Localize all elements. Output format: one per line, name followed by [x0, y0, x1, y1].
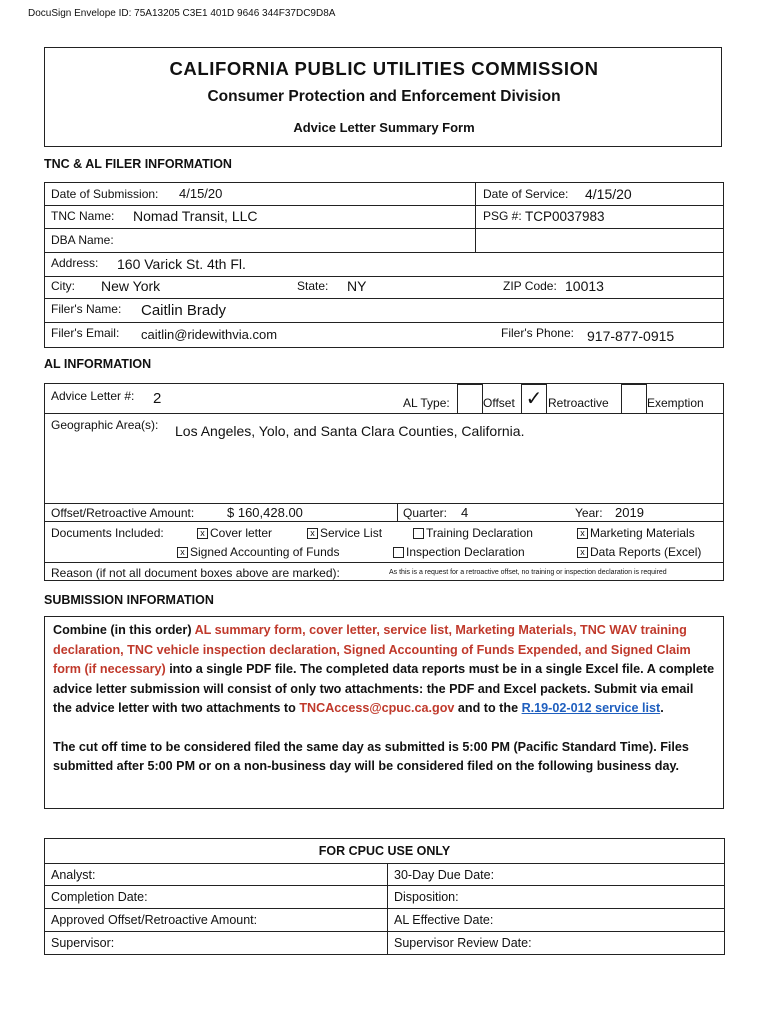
form-title: Advice Letter Summary Form	[293, 120, 475, 135]
year-value: 2019	[615, 505, 644, 520]
city-label: City:	[51, 279, 75, 293]
accounting-checkbox[interactable]: x	[177, 547, 188, 558]
service-list-link[interactable]: R.19-02-012 service list	[521, 701, 661, 715]
division-title: Consumer Protection and Enforcement Division	[207, 88, 561, 105]
filer-name-value: Caitlin Brady	[141, 302, 227, 319]
psg-label: PSG #:	[483, 209, 522, 223]
submission-box	[44, 616, 724, 809]
date-service-value: 4/15/20	[585, 186, 632, 202]
reason-label: Reason (if not all document boxes above are marked):	[51, 566, 340, 580]
quarter-value: 4	[461, 505, 469, 520]
inspection-checkbox[interactable]	[393, 547, 404, 558]
type-exemption-label: Exemption	[647, 396, 704, 410]
date-submission-label: Date of Submission:	[51, 187, 159, 201]
geo-value: Los Angeles, Yolo, and Santa Clara Counties, California.	[175, 423, 525, 439]
cover-checkbox[interactable]: x	[197, 528, 208, 539]
al-info-box	[44, 383, 724, 581]
docs-label: Documents Included:	[51, 526, 164, 540]
filer-phone-label: Filer's Phone:	[501, 326, 574, 340]
doc-accounting-item: x Signed Accounting of Funds	[177, 545, 339, 559]
retroactive-check-icon[interactable]: ✓	[521, 384, 547, 413]
type-offset-label: Offset	[483, 396, 515, 410]
review-date-label: Supervisor Review Date:	[388, 932, 725, 955]
al-type-label: AL Type:	[403, 396, 450, 410]
doc-cover-item: x Cover letter	[197, 526, 272, 540]
due-date-label: 30-Day Due Date:	[388, 864, 725, 886]
al-section-title: AL INFORMATION	[44, 357, 152, 371]
cpuc-email-link[interactable]: TNCAccess@cpuc.ca.gov	[299, 701, 455, 715]
doc-service-item: x Service List	[307, 526, 382, 540]
tnc-name-label: TNC Name:	[51, 209, 115, 223]
tnc-section-title: TNC & AL FILER INFORMATION	[44, 157, 232, 171]
reason-value: As this is a request for a retroactive offset, no training or inspection declaration is required	[389, 569, 667, 576]
amount-label: Offset/Retroactive Amount:	[51, 506, 195, 520]
dba-label: DBA Name:	[51, 233, 114, 247]
service-checkbox[interactable]: x	[307, 528, 318, 539]
zip-value: 10013	[565, 278, 604, 294]
approved-label: Approved Offset/Retroactive Amount:	[45, 909, 388, 932]
doc-training-item: Training Declaration	[413, 526, 533, 540]
completion-label: Completion Date:	[45, 886, 388, 909]
date-submission-value: 4/15/20	[179, 186, 223, 201]
marketing-checkbox[interactable]: x	[577, 528, 588, 539]
advice-letter-label: Advice Letter #:	[51, 389, 135, 403]
doc-data-item: x Data Reports (Excel)	[577, 545, 701, 559]
city-value: New York	[101, 278, 161, 294]
tnc-name-value: Nomad Transit, LLC	[133, 208, 258, 224]
type-retroactive-label: Retroactive	[548, 396, 609, 410]
advice-letter-value: 2	[153, 390, 162, 407]
org-title: CALIFORNIA PUBLIC UTILITIES COMMISSION	[169, 58, 599, 79]
disposition-label: Disposition:	[388, 886, 725, 909]
cpuc-title: FOR CPUC USE ONLY	[45, 839, 725, 864]
training-checkbox[interactable]	[413, 528, 424, 539]
zip-label: ZIP Code:	[503, 279, 557, 293]
state-value: NY	[347, 278, 367, 294]
date-service-label: Date of Service:	[483, 187, 569, 201]
filer-email-label: Filer's Email:	[51, 326, 120, 340]
tnc-info-box	[44, 182, 724, 348]
address-label: Address:	[51, 256, 99, 270]
year-label: Year:	[575, 506, 603, 520]
envelope-id: DocuSign Envelope ID: 75A13205 C3E1 401D 9646 344F37DC9D8A	[28, 8, 336, 19]
supervisor-label: Supervisor:	[45, 932, 388, 955]
doc-inspection-item: Inspection Declaration	[393, 545, 525, 559]
filer-phone-value: 917-877-0915	[587, 328, 675, 344]
doc-marketing-item: x Marketing Materials	[577, 526, 695, 540]
submission-paragraph-1: Combine (in this order) AL summary form, cover letter, service list, Marketing Materials, TNC WAV training declaration, TNC vehicle inspection declaration, Signed Accounting of Funds Expended, and Signed Claim form (if necessary) into a single PDF file. The completed data reports must be in a single Excel file. A complete advice letter submission will consist of only two attachments: the PDF and Excel packets. Submit via email the advice letter with two attachments to TNCAccess@cpuc.ca.gov and to the R.19-02-012 service list.	[53, 623, 715, 715]
filer-name-label: Filer's Name:	[51, 302, 122, 316]
amount-value: $ 160,428.00	[227, 505, 303, 520]
effective-label: AL Effective Date:	[388, 909, 725, 932]
data-checkbox[interactable]: x	[577, 547, 588, 558]
psg-value: TCP0037983	[525, 209, 605, 224]
submission-section-title: SUBMISSION INFORMATION	[44, 593, 214, 607]
offset-checkbox[interactable]	[457, 384, 483, 413]
filer-email-value: caitlin@ridewithvia.com	[141, 327, 278, 342]
state-label: State:	[297, 279, 329, 293]
exemption-checkbox[interactable]	[621, 384, 647, 413]
geo-label: Geographic Area(s):	[51, 418, 159, 432]
analyst-label: Analyst:	[45, 864, 388, 886]
submission-paragraph-2: The cut off time to be considered filed the same day as submitted is 5:00 PM (Pacific Standard Time). Files submitted after 5:00 PM or on a non-business day will be considered filed on the following business day.	[53, 739, 689, 773]
cpuc-use-table	[44, 838, 725, 955]
header-box	[44, 47, 722, 147]
quarter-label: Quarter:	[403, 506, 448, 520]
address-value: 160 Varick St. 4th Fl.	[117, 256, 246, 272]
